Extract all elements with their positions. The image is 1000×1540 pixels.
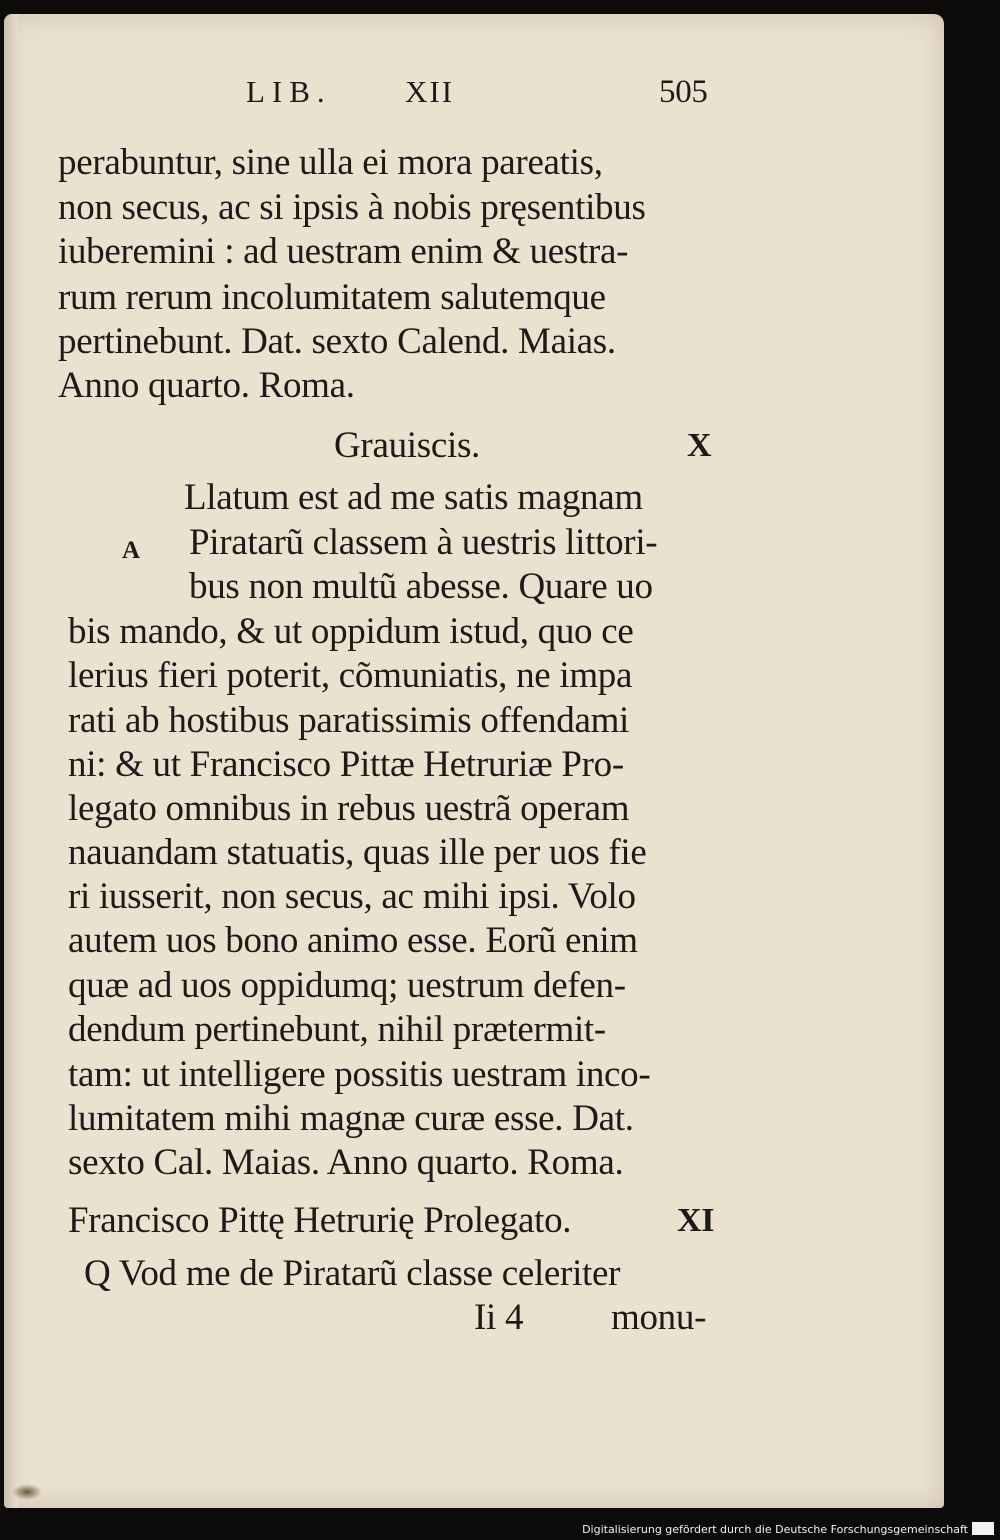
book-page: [4, 14, 944, 1508]
section-number: X: [687, 427, 712, 464]
text-line: Anno quarto. Roma.: [58, 365, 355, 406]
funding-credit: Digitalisierung gefördert durch die Deutsche Forschungsgemeinschaft: [582, 1523, 968, 1536]
text-line: rum rerum incolumitatem salutemque: [58, 277, 606, 318]
section-number: XI: [677, 1202, 715, 1239]
page-stain: [12, 1484, 42, 1500]
text-line: Piratarũ classem à uestris littori-: [189, 522, 658, 563]
text-line: nauandam statuatis, quas ille per uos fie: [68, 832, 647, 873]
text-line: autem uos bono animo esse. Eorũ enim: [68, 920, 638, 961]
catchword: monu-: [611, 1297, 707, 1338]
text-line: tam: ut intelligere possitis uestram inco-: [68, 1054, 651, 1095]
page-number: 505: [659, 74, 708, 110]
text-line: lerius fieri poterit, cõmuniatis, ne impa: [68, 655, 633, 696]
margin-letter: A: [122, 537, 140, 564]
text-line: bis mando, & ut oppidum istud, quo ce: [68, 611, 634, 652]
letter-heading: Francisco Pittę Hetrurię Prolegato.: [68, 1200, 572, 1241]
text-line: non secus, ac si ipsis à nobis pręsentibus: [58, 187, 646, 228]
text-line: Q Vod me de Piratarũ classe celeriter: [84, 1253, 621, 1294]
text-line: legato omnibus in rebus uestrã operam: [68, 788, 630, 829]
text-line: ri iusserit, non secus, ac mihi ipsi. Volo: [68, 876, 636, 917]
text-line: Llatum est ad me satis magnam: [184, 477, 643, 518]
text-line: iuberemini : ad uestram enim & uestra-: [58, 231, 629, 272]
text-line: perabuntur, sine ulla ei mora pareatis,: [58, 142, 603, 183]
text-line: ni: & ut Francisco Pittæ Hetruriæ Pro-: [68, 744, 624, 785]
letter-heading: Grauiscis.: [334, 425, 480, 466]
running-header-book: LIB.: [246, 74, 332, 109]
signature-mark: Ii 4: [474, 1297, 524, 1338]
text-line: rati ab hostibus paratissimis offendami: [68, 700, 630, 741]
dfg-logo: [972, 1522, 994, 1535]
text-line: pertinebunt. Dat. sexto Calend. Maias.: [58, 321, 616, 362]
text-line: quæ ad uos oppidumq; uestrum defen-: [68, 965, 626, 1006]
page-gutter: [4, 14, 18, 1508]
text-line: lumitatem mihi magnæ curæ esse. Dat.: [68, 1098, 634, 1139]
text-line: sexto Cal. Maias. Anno quarto. Roma.: [68, 1142, 624, 1183]
text-line: dendum pertinebunt, nihil prætermit-: [68, 1009, 606, 1050]
running-header-chapter: XII: [405, 74, 455, 109]
text-line: bus non multũ abesse. Quare uo: [189, 566, 653, 607]
